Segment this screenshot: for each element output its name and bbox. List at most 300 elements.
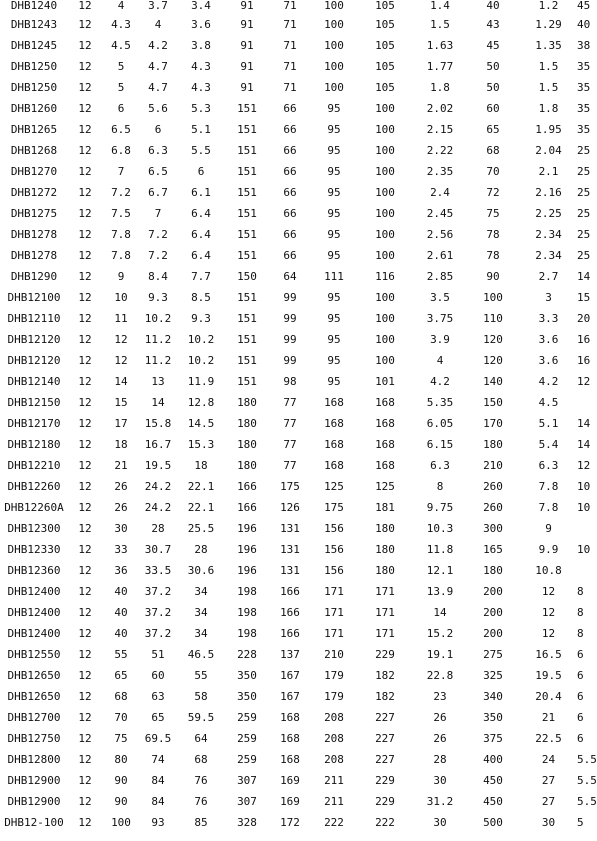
value-cell: 5.3 [191,102,211,115]
value-cell: 2.25 [535,207,562,220]
value-cell: 196 [237,564,257,577]
value-cell: 5 [117,81,125,94]
value-cell: 51 [151,648,165,661]
value-cell: 75 [486,207,500,220]
value-cell: 91 [240,18,254,31]
value-cell: 200 [483,606,503,619]
value-cell: 91 [240,60,254,73]
value-cell: 12 [78,18,92,31]
value-cell: 6.4 [191,249,211,262]
value-cell: 26 [433,732,447,745]
table-row [0,392,577,413]
value-cell: 131 [280,522,300,535]
value-cell: 12 [78,669,92,682]
value-cell: 2.85 [426,270,454,283]
value-cell: 95 [327,228,341,241]
value-cell: 100 [375,333,395,346]
value-cell: 196 [237,522,257,535]
value-cell: 23 [433,690,447,703]
value-cell: 3.7 [148,0,168,12]
value-cell: 33 [114,543,128,556]
value-cell: 400 [483,753,503,766]
value-cell: 137 [280,648,300,661]
value-cell: 3.8 [191,39,211,52]
value-cell: 6.7 [148,186,168,199]
value-cell: 180 [483,438,503,451]
value-cell: 45 [486,39,500,52]
model-cell: DHB12180 [7,438,61,451]
value-cell: 198 [237,606,257,619]
value-cell: 168 [280,753,300,766]
value-cell: 71 [283,0,297,12]
value-cell: 4.3 [191,81,211,94]
value-cell: 71 [283,18,297,31]
value-cell: 11.9 [187,375,215,388]
value-cell: 260 [483,501,503,514]
value-cell: 100 [375,165,395,178]
value-cell: 100 [324,39,344,52]
value-cell: 229 [375,795,395,808]
value-cell: 131 [280,543,300,556]
value-cell: 120 [483,333,503,346]
value-cell: 12 [78,207,92,220]
value-cell: 6.3 [538,459,559,472]
value-cell: 100 [375,144,395,157]
value-cell: 169 [280,774,300,787]
value-cell: 60 [151,669,165,682]
value-cell: 12 [78,81,92,94]
model-cell: DHB12800 [7,753,61,766]
value-cell: 20.4 [535,690,562,703]
value-cell: 5.6 [148,102,168,115]
value-cell: 100 [111,816,131,829]
value-cell: 30 [541,816,556,829]
value-cell: 11.8 [426,543,454,556]
value-cell: 227 [375,753,395,766]
value-cell: 13 [151,375,165,388]
value-cell: 180 [375,564,395,577]
value-cell: 15.2 [426,627,454,640]
value-cell: 34 [194,627,208,640]
value-cell: 24 [541,753,556,766]
value-cell: 12 [78,333,92,346]
table-row: DHB1278 12 7.8 7.2 6.4 151 66 95 100 2.61 78 2.34 25 [0,245,577,266]
value-cell: 151 [237,207,257,220]
value-cell: 78 [486,228,500,241]
table-row: DHB12120 12 12 11.2 10.2 151 99 95 100 4 120 3.6 16 [0,350,577,371]
value-cell: 16.7 [144,438,172,451]
value-cell: 12 [78,123,92,136]
value-cell: 12 [78,0,92,12]
model-cell: DHB12400 [7,585,61,598]
value-cell: 198 [237,627,257,640]
value-cell: 3.75 [426,312,454,325]
value-cell: 18 [194,459,208,472]
value-cell: 125 [375,480,395,493]
value-cell: 36 [114,564,128,577]
value-cell: 12 [78,375,92,388]
value-cell: 8 [436,480,444,493]
value-cell: 1.4 [430,0,450,12]
value-cell: 110 [483,312,503,325]
value-cell: 6 [197,165,205,178]
value-cell: 72 [486,186,500,199]
value-cell: 2.16 [535,186,562,199]
value-cell: 2.22 [426,144,454,157]
value-cell: 3.6 [538,354,559,367]
value-cell: 200 [483,627,503,640]
table-row: DHB1275 12 7.5 7 6.4 151 66 95 100 2.45 75 2.25 25 [0,203,577,224]
model-cell: DHB12650 [7,690,61,703]
table-row: DHB12900 12 90 84 76 307 169 211 229 30 450 27 5.5 [0,770,577,791]
value-cell: 140 [483,375,503,388]
value-cell: 171 [324,606,344,619]
value-cell: 350 [237,669,257,682]
value-cell: 6.5 [111,123,131,136]
value-cell: 2.7 [538,270,559,283]
value-cell: 168 [280,711,300,724]
value-cell: 12 [78,228,92,241]
value-cell: 14 [433,606,447,619]
value-cell: 2.04 [535,144,562,157]
value-cell: 30.7 [144,543,172,556]
value-cell: 6.4 [191,207,211,220]
value-cell: 180 [237,396,257,409]
value-cell: 70 [114,711,128,724]
value-cell: 1.8 [430,81,450,94]
value-cell: 12 [114,333,128,346]
value-cell: 66 [283,249,297,262]
value-cell: 30 [433,816,447,829]
value-cell: 182 [375,669,395,682]
value-cell: 167 [280,669,300,682]
table-row: DHB12900 12 90 84 76 307 169 211 229 31.2 450 27 5.5 [0,791,577,812]
value-cell: 210 [324,648,344,661]
value-cell: 111 [324,270,344,283]
value-cell: 28 [433,753,447,766]
value-cell: 1.29 [535,18,562,31]
value-cell: 7.2 [148,228,168,241]
value-cell: 34 [194,606,208,619]
value-cell: 168 [375,417,395,430]
value-cell: 12 [78,39,92,52]
value-cell: 275 [483,648,503,661]
value-cell: 4.7 [148,81,168,94]
value-cell: 5.1 [538,417,559,430]
table-row: DHB12100 12 10 9.3 8.5 151 99 95 100 3.5 100 3 15 [0,287,577,308]
value-cell: 105 [375,39,395,52]
value-cell: 31.2 [426,795,454,808]
value-cell: 95 [327,102,341,115]
value-cell: 11 [114,312,128,325]
value-cell: 2.02 [426,102,454,115]
model-cell: DHB1240 [10,0,58,12]
value-cell: 90 [114,795,128,808]
value-cell: 12 [78,102,92,115]
value-cell: 2.34 [535,249,562,262]
value-cell: 125 [324,480,344,493]
value-cell: 100 [324,60,344,73]
value-cell: 4 [117,0,125,12]
value-cell: 68 [194,753,208,766]
value-cell: 77 [283,459,297,472]
value-cell: 100 [375,228,395,241]
table-row: DHB1268 12 6.8 6.3 5.5 151 66 95 100 2.22 68 2.04 25 [0,140,577,161]
value-cell: 229 [375,774,395,787]
value-cell: 4.7 [148,60,168,73]
table-row: DHB12170 12 17 15.8 14.5 180 77 168 168 6.05 170 5.1 14 [0,413,577,434]
model-cell: DHB12110 [7,312,61,325]
table-row: DHB1250 12 5 4.7 4.3 91 71 100 105 1.77 50 1.5 35 [0,56,577,77]
value-cell: 222 [375,816,395,829]
value-cell: 12 [78,816,92,829]
value-cell: 2.1 [538,165,559,178]
value-cell: 24.2 [144,480,172,493]
table-row: DHB1260 12 6 5.6 5.3 151 66 95 100 2.02 60 1.8 35 [0,98,577,119]
value-cell: 12 [78,291,92,304]
value-cell: 151 [237,249,257,262]
value-cell: 46.5 [187,648,215,661]
value-cell: 12 [541,627,556,640]
value-cell: 211 [324,774,344,787]
value-cell: 2.34 [535,228,562,241]
value-cell: 16.5 [535,648,562,661]
table-row: DHB12650 12 65 60 55 350 167 179 182 22.8 325 19.5 6 [0,665,577,686]
value-cell: 11.2 [144,333,172,346]
value-cell: 12 [78,732,92,745]
table-row: DHB1270 12 7 6.5 6 151 66 95 100 2.35 70 2.1 25 [0,161,577,182]
table-row: DHB12260A 12 26 24.2 22.1 166 126 175 181 9.75 260 7.8 10 [0,497,577,518]
value-cell: 5.5 [191,144,211,157]
value-cell: 10.2 [187,354,215,367]
value-cell: 7.5 [111,207,131,220]
value-cell: 12 [78,459,92,472]
value-cell: 30 [433,774,447,787]
value-cell: 208 [324,711,344,724]
model-cell: DHB1275 [10,207,58,220]
model-cell: DHB12300 [7,522,61,535]
value-cell: 211 [324,795,344,808]
value-cell: 100 [375,186,395,199]
value-cell: 68 [486,144,500,157]
value-cell: 37.2 [144,606,172,619]
model-cell: DHB12100 [7,291,61,304]
value-cell: 71 [283,81,297,94]
value-cell: 175 [280,480,300,493]
value-cell: 98 [283,375,297,388]
value-cell: 151 [237,165,257,178]
value-cell: 12 [78,354,92,367]
model-cell: DHB12700 [7,711,61,724]
value-cell: 5.4 [538,438,559,451]
model-cell: DHB12900 [7,774,61,787]
value-cell: 350 [483,711,503,724]
value-cell: 2.56 [426,228,454,241]
value-cell: 85 [194,816,208,829]
model-cell: DHB12120 [7,333,61,346]
value-cell: 60 [486,102,500,115]
value-cell: 6 [154,123,162,136]
value-cell: 171 [375,606,395,619]
value-cell: 40 [114,606,128,619]
value-cell: 37.2 [144,627,172,640]
value-cell: 450 [483,774,503,787]
value-cell: 208 [324,753,344,766]
value-cell: 12 [78,753,92,766]
value-cell: 168 [324,396,344,409]
table-row: DHB1243 12 4.3 4 3.6 91 71 100 105 1.5 43 1.29 40 [0,14,577,35]
value-cell: 12 [114,354,128,367]
value-cell: 80 [114,753,128,766]
value-cell: 167 [280,690,300,703]
value-cell: 12 [78,165,92,178]
value-cell: 6.1 [191,186,211,199]
value-cell: 15.8 [144,417,172,430]
value-cell: 22.5 [535,732,562,745]
model-cell: DHB1290 [10,270,58,283]
value-cell: 14.5 [187,417,215,430]
value-cell: 182 [375,690,395,703]
model-cell: DHB1245 [10,39,58,52]
value-cell: 95 [327,123,341,136]
value-cell: 84 [151,795,165,808]
value-cell: 3.3 [538,312,559,325]
value-cell: 151 [237,102,257,115]
table-row: DHB1272 12 7.2 6.7 6.1 151 66 95 100 2.4 72 2.16 25 [0,182,577,203]
value-cell: 166 [237,480,257,493]
value-cell: 12 [78,648,92,661]
value-cell: 259 [237,753,257,766]
value-cell: 151 [237,291,257,304]
value-cell: 1.5 [538,60,559,73]
value-cell: 12 [78,312,92,325]
value-cell: 100 [375,102,395,115]
value-cell: 4.3 [191,60,211,73]
value-cell: 95 [327,144,341,157]
value-cell: 78 [486,249,500,262]
value-cell: 375 [483,732,503,745]
value-cell: 7.8 [538,480,559,493]
value-cell: 1.5 [538,81,559,94]
value-cell: 4.2 [430,375,450,388]
value-cell: 12 [78,774,92,787]
value-cell: 74 [151,753,165,766]
value-cell: 105 [375,0,395,12]
model-cell: DHB12650 [7,669,61,682]
value-cell: 40 [114,627,128,640]
value-cell: 6 [117,102,125,115]
value-cell: 55 [194,669,208,682]
table-row: DHB12700 12 70 65 59.5 259 168 208 227 26 350 21 6 [0,707,577,728]
model-cell: DHB12750 [7,732,61,745]
table-row: DHB12330 12 33 30.7 28 196 131 156 180 11.8 165 9.9 10 [0,539,577,560]
value-cell: 6.3 [430,459,450,472]
value-cell: 100 [375,207,395,220]
value-cell: 12 [78,270,92,283]
value-cell: 1.63 [426,39,454,52]
value-cell: 6.4 [191,228,211,241]
value-cell: 12 [78,144,92,157]
value-cell: 12 [78,396,92,409]
value-cell: 9.3 [148,291,168,304]
value-cell: 222 [324,816,344,829]
value-cell: 9.3 [191,312,211,325]
value-cell: 151 [237,123,257,136]
value-cell: 179 [324,669,344,682]
value-cell: 71 [283,39,297,52]
value-cell: 7.7 [191,270,211,283]
value-cell: 8.4 [148,270,168,283]
value-cell: 58 [194,690,208,703]
value-cell: 1.95 [535,123,562,136]
value-cell: 4.5 [538,396,559,409]
value-cell: 100 [324,18,344,31]
value-cell: 66 [283,144,297,157]
value-cell: 90 [486,270,500,283]
value-cell: 259 [237,732,257,745]
value-cell: 350 [237,690,257,703]
value-cell: 40 [486,0,500,12]
value-cell: 28 [151,522,165,535]
value-cell: 100 [324,0,344,12]
value-cell: 307 [237,795,257,808]
value-cell: 95 [327,375,341,388]
value-cell: 3.4 [191,0,211,12]
model-cell: DHB12550 [7,648,61,661]
value-cell: 99 [283,333,297,346]
value-cell: 18 [114,438,128,451]
value-cell: 76 [194,795,208,808]
model-cell: DHB12260A [4,501,64,514]
value-cell: 151 [237,186,257,199]
value-cell: 66 [283,123,297,136]
value-cell: 100 [375,312,395,325]
value-cell: 55 [114,648,128,661]
value-cell: 228 [237,648,257,661]
value-cell: 2.4 [430,186,450,199]
value-cell: 300 [483,522,503,535]
table-row: DHB12120 12 12 11.2 10.2 151 99 95 100 3.9 120 3.6 16 [0,329,577,350]
value-cell: 33.5 [144,564,172,577]
value-cell: 126 [280,501,300,514]
model-cell: DHB12400 [7,627,61,640]
model-cell: DHB12260 [7,480,61,493]
value-cell: 171 [375,627,395,640]
value-cell: 24.2 [144,501,172,514]
value-cell: 7 [117,165,125,178]
value-cell: 91 [240,0,254,12]
value-cell: 5.35 [426,396,454,409]
value-cell: 6.05 [426,417,454,430]
value-cell: 70 [486,165,500,178]
value-cell: 500 [483,816,503,829]
table-row: DHB12550 12 55 51 46.5 228 137 210 229 19.1 275 16.5 6 [0,644,577,665]
value-cell: 7.8 [111,249,131,262]
value-cell: 27 [541,774,556,787]
value-cell: 100 [483,291,503,304]
value-cell: 25.5 [187,522,215,535]
value-cell: 12 [78,417,92,430]
model-cell: DHB12150 [7,396,61,409]
table-row: DHB12180 12 18 16.7 15.3 180 77 168 168 6.15 180 5.4 14 [0,434,577,455]
value-cell: 168 [375,396,395,409]
value-cell: 22.8 [426,669,454,682]
value-cell: 179 [324,690,344,703]
table-row: DHB12400 12 40 37.2 34 198 166 171 171 15.2 200 12 8 [0,623,577,644]
value-cell: 3.6 [538,333,559,346]
value-cell: 95 [327,249,341,262]
table-row: DHB1245 12 4.5 4.2 3.8 91 71 100 105 1.63 45 1.35 38 [0,35,577,56]
